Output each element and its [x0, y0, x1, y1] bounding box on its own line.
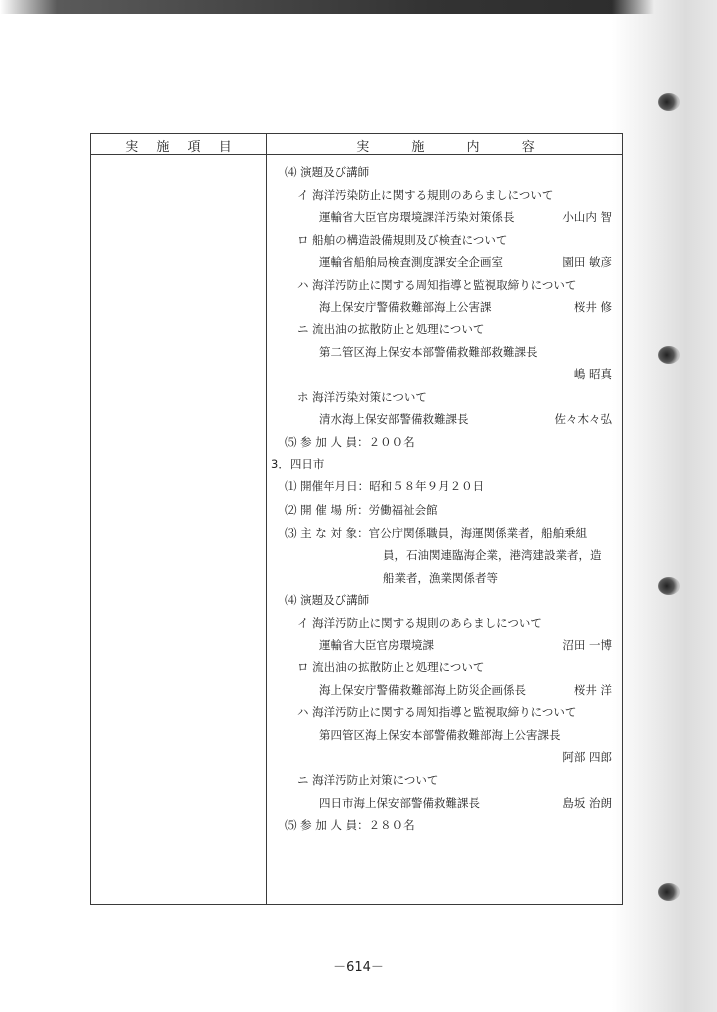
line-topic-i: イ 海洋汚防止に関する規則のあらましについて [297, 616, 542, 630]
line-topic-ha: ハ 海洋汚防止に関する周知指導と監視取締りについて [297, 278, 577, 292]
line-attendance: ⑸ 参 加 人 員：２００名 [285, 435, 415, 449]
line-speaker-name: 桜井 修 [573, 300, 612, 314]
header-implementation-item: 実 施 項 目 [125, 140, 232, 155]
content-column [91, 134, 622, 904]
line-speaker-name: 沼田 一博 [562, 638, 612, 652]
binder-hole [658, 346, 680, 364]
line-lecturers-heading: ⑷ 演題及び講師 [285, 165, 370, 179]
page-number: －614－ [333, 960, 384, 975]
line-speaker-affiliation: 運輸省大臣官房環境課洋汚染対策係長 [319, 210, 515, 224]
line-lecturers-heading: ⑷ 演題及び講師 [285, 593, 370, 607]
line-topic-i: イ 海洋汚染防止に関する規則のあらましについて [297, 188, 554, 202]
line-target-audience-cont: 船業者，漁業関係者等 [383, 571, 498, 585]
line-section-yokkaichi: 3．四日市 [271, 457, 325, 471]
line-speaker-affiliation: 海上保安庁警備救難部海上公害課 [319, 300, 492, 314]
document-table [90, 133, 623, 905]
header-implementation-content: 実 施 内 容 [356, 140, 535, 155]
line-speaker-name: 嶋 昭真 [573, 367, 612, 381]
binder-hole [658, 93, 680, 111]
line-speaker-name: 阿部 四郎 [562, 750, 612, 764]
line-topic-ho: ホ 海洋汚染対策について [297, 390, 427, 404]
line-speaker-affiliation: 第二管区海上保安本部警備救難部救難課長 [319, 345, 538, 359]
line-speaker-name: 島坂 治朗 [562, 796, 612, 810]
line-speaker-affiliation: 清水海上保安部警備救難課長 [319, 412, 469, 426]
line-speaker-affiliation: 四日市海上保安部警備救難課長 [319, 796, 480, 810]
line-topic-ro: ロ 流出油の拡散防止と処理について [297, 660, 485, 674]
line-attendance: ⑸ 参 加 人 員：２８０名 [285, 818, 415, 832]
scan-right-edge [612, 0, 717, 1012]
line-speaker-name: 桜井 洋 [573, 683, 612, 697]
line-speaker-name: 園田 敏彦 [562, 255, 612, 269]
line-speaker-affiliation: 第四管区海上保安本部警備救難部海上公害課長 [319, 728, 561, 742]
line-date: ⑴ 開催年月日：昭和５８年９月２０日 [285, 479, 485, 493]
binder-hole [658, 577, 680, 595]
line-target-audience: ⑶ 主 な 対 象：官公庁関係職員，海運関係業者，船舶乗組 [285, 526, 588, 540]
line-venue: ⑵ 開 催 場 所：労働福祉会館 [285, 503, 438, 517]
line-speaker-affiliation: 海上保安庁警備救難部海上防災企画係長 [319, 683, 526, 697]
line-topic-ha: ハ 海洋汚防止に関する周知指導と監視取締りについて [297, 705, 577, 719]
binder-hole [658, 883, 680, 901]
line-target-audience-cont: 員，石油関連臨海企業，港湾建設業者，造 [383, 548, 602, 562]
scan-top-edge [0, 0, 717, 14]
line-topic-ni: ニ 海洋汚防止対策について [297, 773, 439, 787]
line-speaker-name: 小山内 智 [562, 210, 612, 224]
line-speaker-name: 佐々木々弘 [554, 412, 612, 426]
line-speaker-affiliation: 運輸省船舶局検査測度課安全企画室 [319, 255, 503, 269]
line-speaker-affiliation: 運輸省大臣官房環境課 [319, 638, 434, 652]
line-topic-ni: ニ 流出油の拡散防止と処理について [297, 322, 485, 336]
line-topic-ro: ロ 船舶の構造設備規則及び検査について [297, 233, 508, 247]
